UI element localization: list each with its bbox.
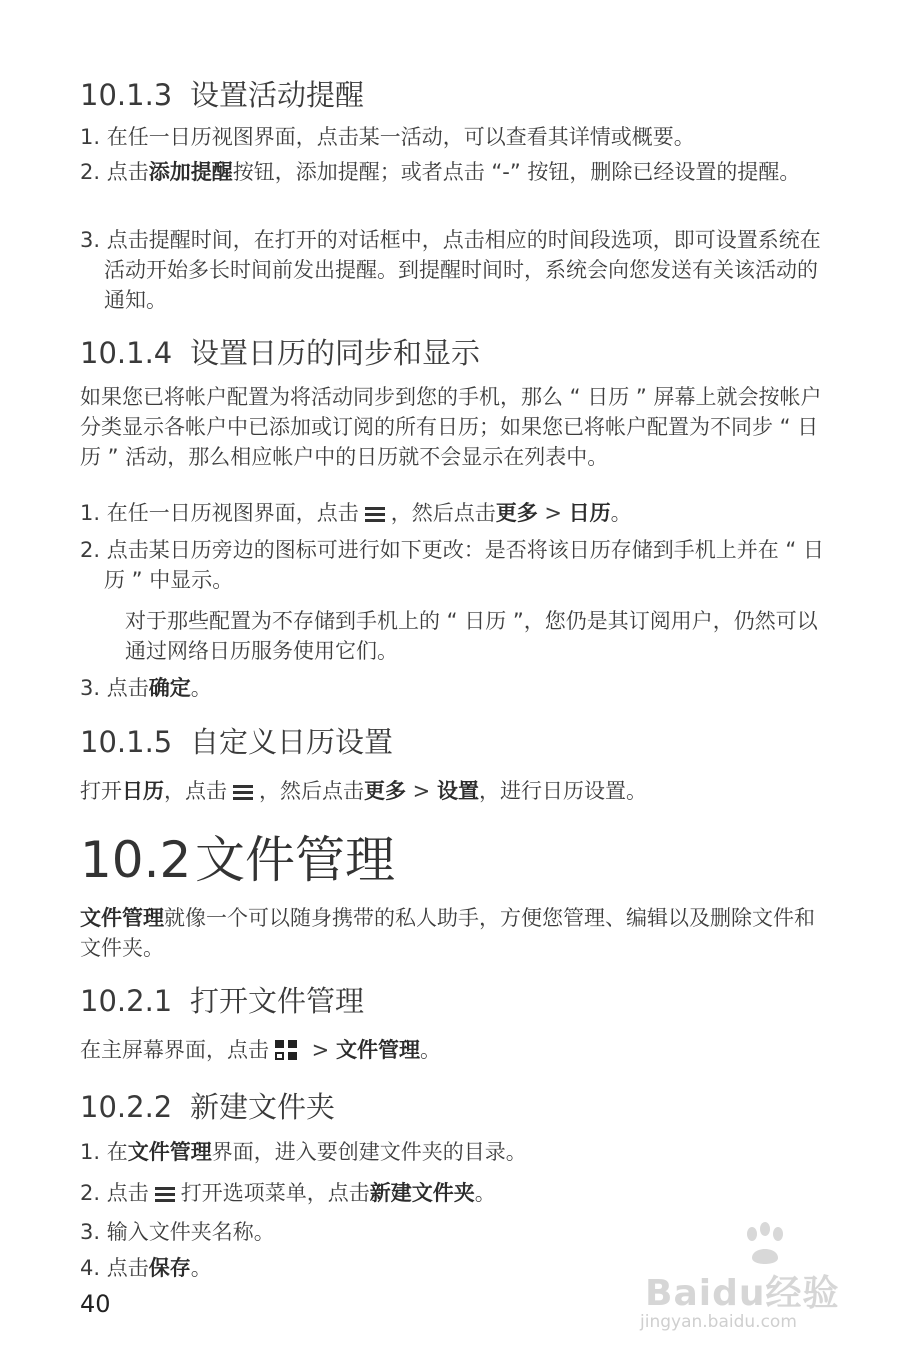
section-title: 文件管理 <box>195 831 395 889</box>
watermark-brand: Baidu经验 <box>645 1273 840 1314</box>
list-item: 2. 点击 打开选项菜单，点击新建文件夹。 <box>80 1181 496 1205</box>
list-item: 3. 点击提醒时间，在打开的对话框中，点击相应的时间段选项，即可设置系统在活动开始多长时间前发出提醒。到提醒时间时，系统会向您发送有关该活动的通知。 <box>80 228 821 312</box>
section-number: 10.1.4 <box>80 336 173 370</box>
paragraph: 如果您已将帐户配置为将活动同步到您的手机，那么 “ 日历 ” 屏幕上就会按帐户分类显示各帐户中已添加或订阅的所有日历；如果您已将帐户配置为不同步 “ 日历 ” 活动，那么相应帐户中的日历就不会显示在列表中。 <box>80 385 822 469</box>
section-title: 新建文件夹 <box>190 1090 336 1124</box>
list-item: 2. 点击添加提醒按钮，添加提醒；或者点击 “-” 按钮，删除已经设置的提醒。 <box>80 160 801 184</box>
menu-icon <box>365 506 385 522</box>
note: 对于那些配置为不存储到手机上的 “ 日历 ”，您仍是其订阅用户，仍然可以通过网络日历服务使用它们。 <box>125 609 818 663</box>
list-item: 1. 在文件管理界面，进入要创建文件夹的目录。 <box>80 1140 527 1164</box>
list-item: 2. 点击某日历旁边的图标可进行如下更改：是否将该日历存储到手机上并在 “ 日历 ” 中显示。 <box>80 538 824 592</box>
chapter-heading-10-2 <box>80 830 395 890</box>
section-title: 打开文件管理 <box>190 984 365 1018</box>
app-grid-icon <box>275 1040 299 1062</box>
section-title: 设置活动提醒 <box>190 78 365 112</box>
paragraph: 文件管理就像一个可以随身携带的私人助手，方便您管理、编辑以及删除文件和文件夹。 <box>80 906 815 960</box>
list-item: 1. 在任一日历视图界面，点击某一活动，可以查看其详情或概要。 <box>80 125 695 149</box>
section-heading-10-2-1 <box>80 981 364 1021</box>
section-number: 10.2 <box>80 831 192 889</box>
watermark-url: jingyan.baidu.com <box>640 1312 797 1332</box>
section-title: 自定义日历设置 <box>190 725 394 759</box>
list-item: 3. 输入文件夹名称。 <box>80 1220 275 1244</box>
paragraph: 在主屏幕界面，点击 > 文件管理。 <box>80 1038 441 1062</box>
watermark <box>640 1220 870 1340</box>
section-heading-10-1-5 <box>80 722 393 762</box>
list-item: 1. 在任一日历视图界面，点击 ，然后点击更多 > 日历。 <box>80 501 632 525</box>
paw-icon <box>740 1220 790 1270</box>
list-item: 3. 点击确定。 <box>80 676 212 700</box>
section-title: 设置日历的同步和显示 <box>190 336 481 370</box>
section-heading-10-1-4 <box>80 333 480 373</box>
list-item: 4. 点击保存。 <box>80 1256 212 1280</box>
section-number: 10.2.2 <box>80 1090 173 1124</box>
menu-icon <box>155 1186 175 1202</box>
section-heading-10-1-3 <box>80 75 364 115</box>
section-number: 10.1.3 <box>80 78 173 112</box>
section-number: 10.2.1 <box>80 984 173 1018</box>
menu-icon <box>233 784 253 800</box>
section-heading-10-2-2 <box>80 1087 335 1127</box>
section-number: 10.1.5 <box>80 725 173 759</box>
page-number: 40 <box>80 1290 111 1318</box>
paragraph: 打开日历，点击 ，然后点击更多 > 设置，进行日历设置。 <box>80 779 647 803</box>
